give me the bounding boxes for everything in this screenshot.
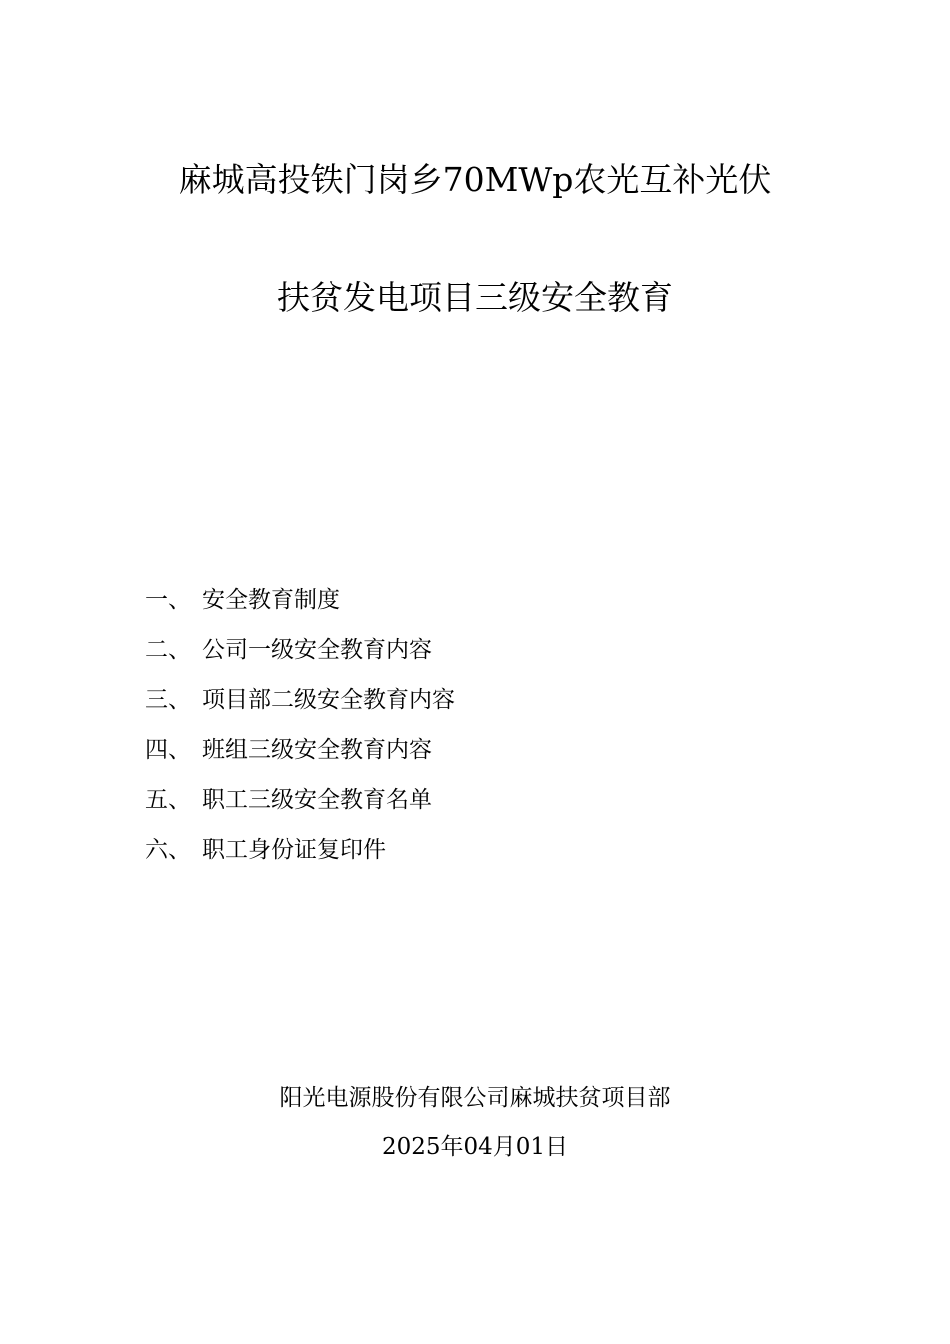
- issuing-organization: 阳光电源股份有限公司麻城扶贫项目部: [279, 1085, 671, 1111]
- toc-item: [145, 582, 455, 632]
- toc-item: [145, 782, 455, 832]
- toc-item-text: 职工身份证复印件: [202, 837, 386, 863]
- toc-item-text: 安全教育制度: [202, 587, 340, 613]
- toc-item: [145, 732, 455, 782]
- issue-date: 2025年04月01日: [381, 1134, 569, 1160]
- document-title-line-1: 麻城高投铁门岗乡70MWp农光互补光伏: [178, 160, 772, 199]
- toc-item-number: 五、: [145, 787, 191, 813]
- document-title-line-2: 扶贫发电项目三级安全教育: [277, 278, 673, 317]
- toc-item-text: 公司一级安全教育内容: [202, 637, 432, 663]
- toc-item-number: 三、: [145, 687, 191, 713]
- toc-item-text: 班组三级安全教育内容: [202, 737, 432, 763]
- toc-item-number: 六、: [145, 837, 191, 863]
- table-of-contents: [145, 582, 455, 882]
- toc-item: [145, 832, 455, 882]
- toc-item: [145, 632, 455, 682]
- toc-item-number: 二、: [145, 637, 191, 663]
- toc-item-text: 项目部二级安全教育内容: [202, 687, 455, 713]
- toc-item-text: 职工三级安全教育名单: [202, 787, 432, 813]
- toc-item-number: 一、: [145, 587, 191, 613]
- toc-item-number: 四、: [145, 737, 191, 763]
- toc-item: [145, 682, 455, 732]
